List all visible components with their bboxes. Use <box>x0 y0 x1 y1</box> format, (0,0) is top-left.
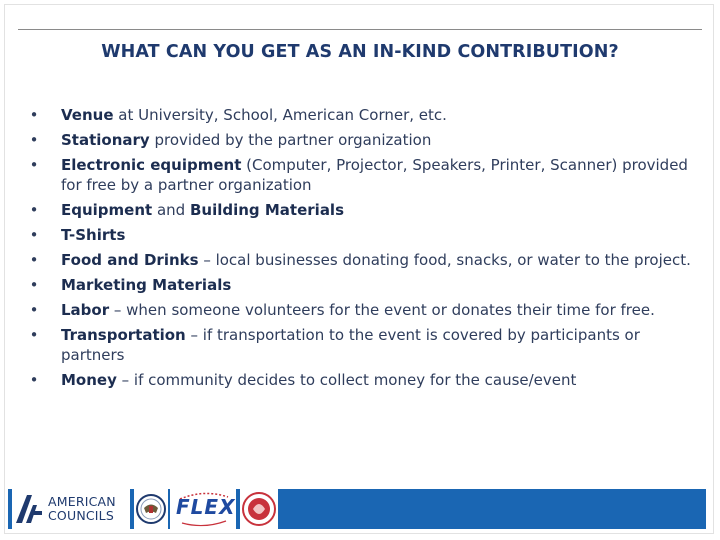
ac-line-2: COUNCILS <box>48 508 114 523</box>
bullet-list <box>28 105 698 395</box>
item-desc: – if transportation to the event is covered by participants or partners <box>61 326 640 364</box>
list-item <box>28 155 698 195</box>
bullet-icon: • <box>29 106 39 124</box>
bullet-icon: • <box>29 326 39 344</box>
item-term: Food and Drinks <box>61 251 199 269</box>
item-term: Money <box>61 371 117 389</box>
list-item <box>28 105 698 125</box>
bullet-icon: • <box>29 371 39 389</box>
american-councils-wordmark <box>48 495 116 523</box>
list-item <box>28 370 698 390</box>
slide-title: WHAT CAN YOU GET AS AN IN-KIND CONTRIBUTION? <box>101 42 619 62</box>
item-term: Stationary <box>61 131 150 149</box>
bullet-icon: • <box>29 276 39 294</box>
list-item <box>28 300 698 320</box>
item-desc: (Computer, Projector, Speakers, Printer, Scanner) provided for free by a partner organization <box>61 156 688 194</box>
list-item <box>28 200 698 220</box>
list-item <box>28 325 698 365</box>
bullet-icon: • <box>29 201 39 219</box>
item-term-2: Building Materials <box>189 201 345 219</box>
item-desc: – if community decides to collect money for the cause/event <box>116 371 577 389</box>
ac-line-1: AMERICAN <box>48 494 116 509</box>
list-item <box>28 250 698 270</box>
item-desc: and <box>152 201 190 219</box>
american-councils-mark-icon <box>12 489 46 529</box>
item-desc: – local businesses donating food, snacks, or water to the project. <box>198 251 691 269</box>
american-councils-logo <box>12 489 130 529</box>
item-term: Venue <box>61 106 114 124</box>
item-term: Equipment <box>61 201 153 219</box>
item-desc: at University, School, American Corner, etc. <box>113 106 447 124</box>
partner-emblem <box>240 489 278 529</box>
state-department-seal <box>134 489 168 529</box>
item-term: T-Shirts <box>61 226 126 244</box>
list-item <box>28 275 698 295</box>
bullet-icon: • <box>29 251 39 269</box>
item-desc: provided by the partner organization <box>149 131 432 149</box>
item-desc: – when someone volunteers for the event or donates their time for free. <box>109 301 655 319</box>
list-item <box>28 130 698 150</box>
seal-icon <box>134 489 168 529</box>
bullet-icon: • <box>29 226 39 244</box>
bullet-icon: • <box>29 131 39 149</box>
item-term: Transportation <box>61 326 186 344</box>
emblem-icon <box>240 489 278 529</box>
list-item <box>28 225 698 245</box>
title-divider <box>18 29 702 30</box>
item-term: Marketing Materials <box>61 276 232 294</box>
item-term: Labor <box>61 301 110 319</box>
flex-wordmark: FLEX <box>176 495 236 519</box>
item-term: Electronic equipment <box>61 156 242 174</box>
bullet-icon: • <box>29 301 39 319</box>
bullet-icon: • <box>29 156 39 174</box>
flex-logo <box>170 489 236 529</box>
